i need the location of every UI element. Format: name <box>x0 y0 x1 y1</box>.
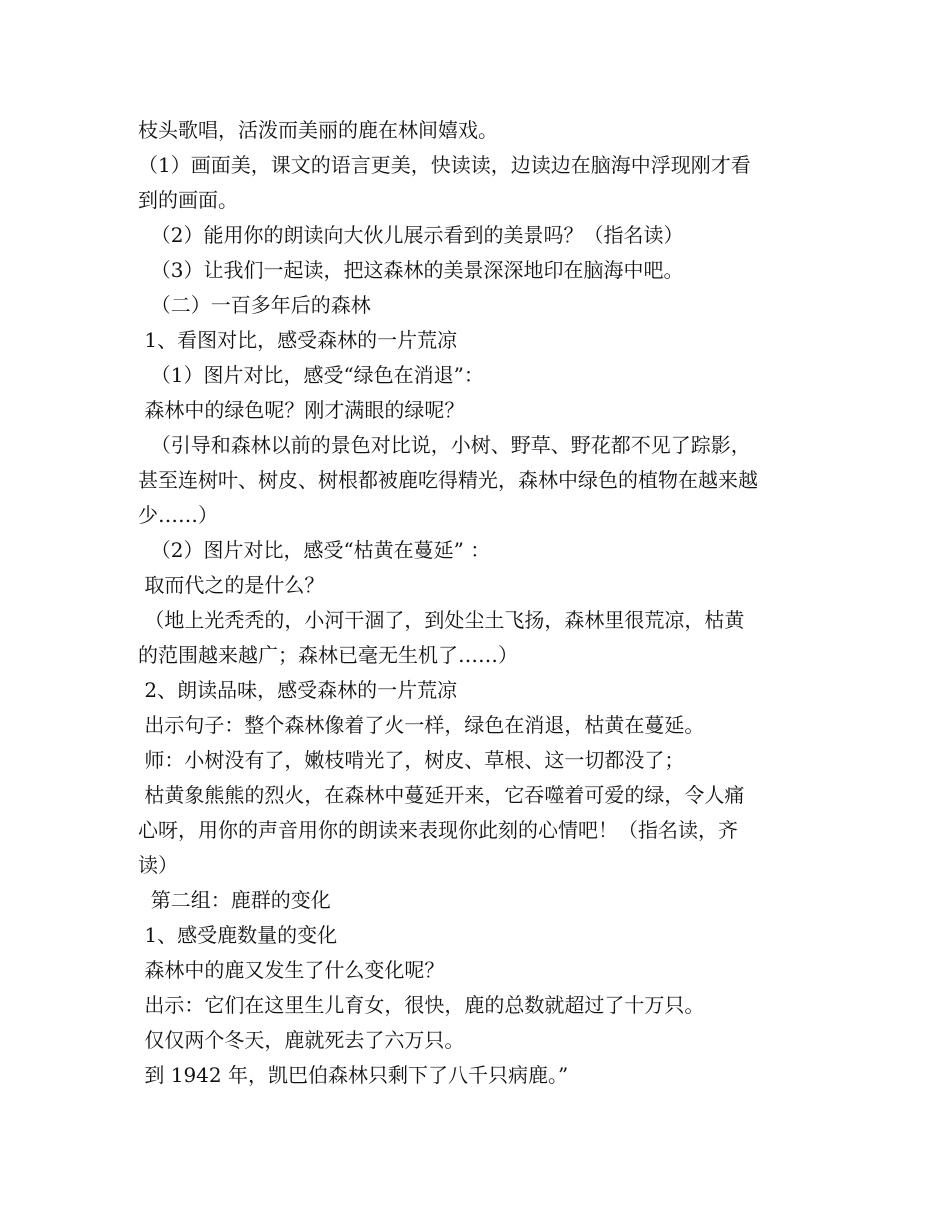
text-line: （3）让我们一起读，把这森林的美景深深地印在脑海中吧。 <box>138 258 684 282</box>
text-line: 仅仅两个冬天，鹿就死去了六万只。 <box>138 1028 465 1052</box>
document-body <box>138 113 828 1093</box>
text-line: 森林中的鹿又发生了什么变化呢？ <box>138 958 445 982</box>
text-line: （引导和森林以前的景色对比说，小树、野草、野花都不见了踪影， <box>138 433 751 457</box>
section-heading: （二）一百多年后的森林 <box>138 293 371 317</box>
text-line: 出示句子：整个森林像着了火一样，绿色在消退，枯黄在蔓延。 <box>138 713 705 737</box>
text-line: 少……） <box>138 503 218 527</box>
text-line: 的范围越来越广；森林已毫无生机了……） <box>138 643 518 667</box>
text-line: 枯黄象熊熊的烈火，在森林中蔓延开来，它吞噬着可爱的绿，令人痛 <box>138 783 745 807</box>
text-line: 枝头歌唱，活泼而美丽的鹿在林间嬉戏。 <box>138 118 498 142</box>
text-line: 取而代之的是什么？ <box>138 573 325 597</box>
section-heading: 第二组：鹿群的变化 <box>138 888 331 912</box>
text-line: （1）画面美，课文的语言更美，快读读，边读边在脑海中浮现刚才看 <box>138 153 751 177</box>
text-line: 甚至连树叶、树皮、树根都被鹿吃得精光，森林中绿色的植物在越来越 <box>138 468 758 492</box>
text-line: （地上光秃秃的，小河干涸了，到处尘土飞扬，森林里很荒凉，枯黄 <box>138 608 745 632</box>
text-line: （2）能用你的朗读向大伙儿展示看到的美景吗？（指名读） <box>138 223 684 247</box>
text-line: 2、朗读品味，感受森林的一片荒凉 <box>138 678 458 702</box>
text-line: 师：小树没有了，嫩枝啃光了，树皮、草根、这一切都没了； <box>138 748 685 772</box>
text-line: （2）图片对比，感受“枯黄在蔓延” ： <box>138 538 491 562</box>
text-line: 出示：它们在这里生儿育女，很快，鹿的总数就超过了十万只。 <box>138 993 705 1017</box>
text-line: 1、看图对比，感受森林的一片荒凉 <box>138 328 458 352</box>
text-line: 读） <box>138 853 178 877</box>
text-line: （1）图片对比，感受“绿色在消退”： <box>138 363 484 387</box>
text-line: 到 1942 年，凯巴伯森林只剩下了八千只病鹿。” <box>138 1063 569 1087</box>
text-line: 1、感受鹿数量的变化 <box>138 923 338 947</box>
text-line: 森林中的绿色呢？刚才满眼的绿呢？ <box>138 398 465 422</box>
text-line: 到的画面。 <box>138 188 238 212</box>
text-line: 心呀，用你的声音用你的朗读来表现你此刻的心情吧！（指名读，齐 <box>138 818 738 842</box>
